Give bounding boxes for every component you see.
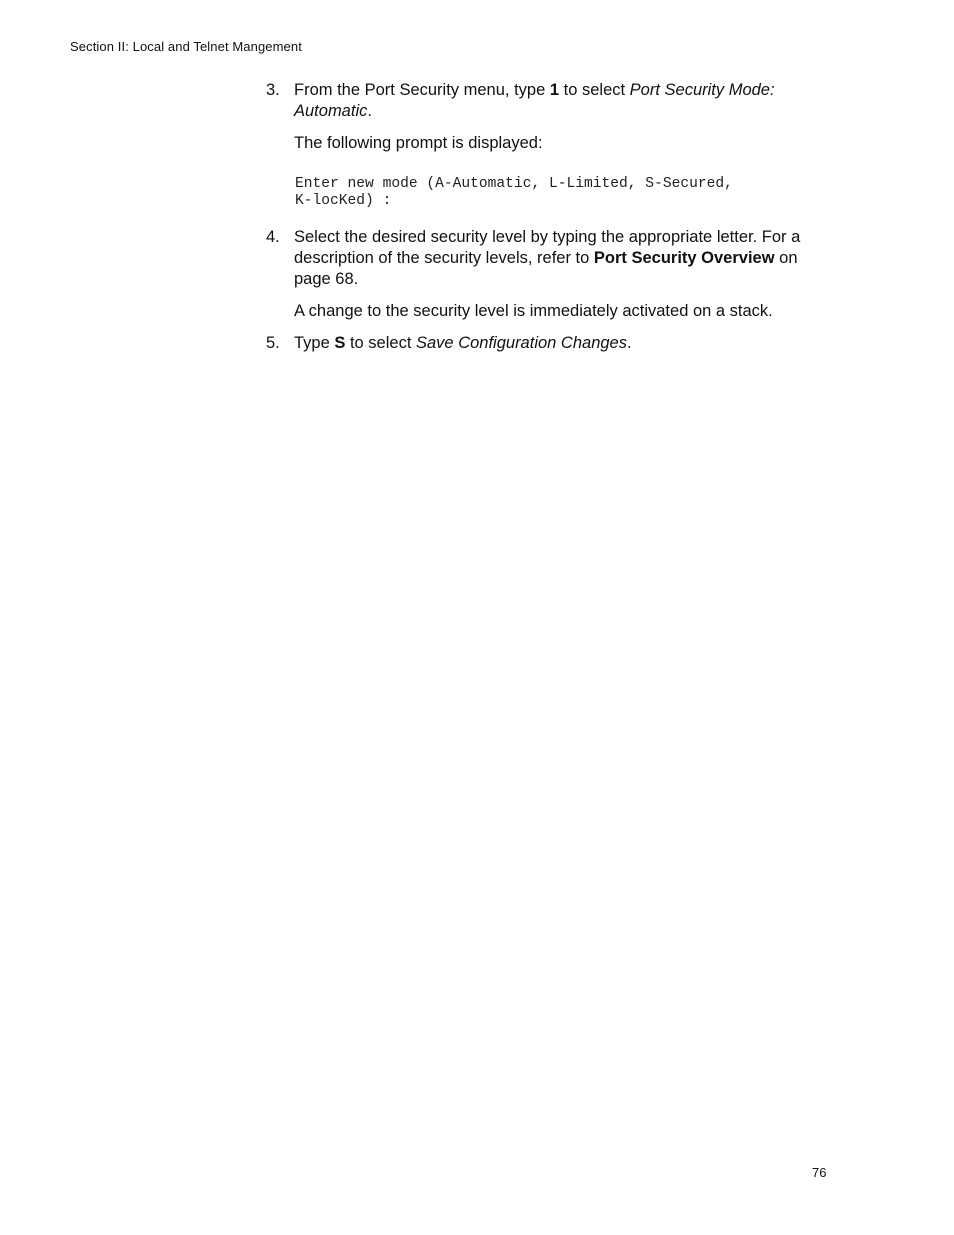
step-3-text	[294, 80, 832, 122]
step-5-menu-option: Save Configuration Changes	[416, 334, 627, 352]
page-header-section-title: Section II: Local and Telnet Mangement	[70, 39, 302, 54]
step-3-mid: to select	[559, 81, 630, 99]
step-5-key: S	[334, 334, 346, 352]
step-3-key: 1	[549, 81, 560, 99]
step-5-mid: to select	[345, 334, 416, 352]
step-5-text	[294, 333, 832, 354]
step-4-text	[294, 227, 832, 290]
page-number: 76	[812, 1165, 827, 1180]
step-3-post: .	[367, 102, 372, 120]
prompt-code-block: Enter new mode (A-Automatic, L-Limited, S-Secured, K-locKed) :	[295, 176, 733, 209]
step-4-pre: Select the desired security level by typing the appropriate letter. For a description of the security levels, refer to	[294, 228, 801, 267]
step-5-number: 5.	[266, 334, 280, 352]
step-4-reference-link: Port Security Overview	[593, 249, 775, 267]
step-5-pre: Type	[294, 334, 335, 352]
step-4-number: 4.	[266, 228, 280, 246]
step-3-pre: From the Port Security menu, type	[294, 81, 550, 99]
step-5-post: .	[626, 334, 632, 352]
step-3-number: 3.	[266, 81, 280, 99]
security-level-note: A change to the security level is immediately activated on a stack.	[294, 302, 773, 320]
step-4-post: on page 68.	[294, 249, 798, 288]
step-3	[266, 80, 832, 122]
step-3-menu-option: Port Security Mode: Automatic	[294, 81, 775, 120]
step-4	[266, 227, 832, 290]
prompt-intro: The following prompt is displayed:	[294, 134, 543, 152]
step-5	[266, 333, 832, 354]
